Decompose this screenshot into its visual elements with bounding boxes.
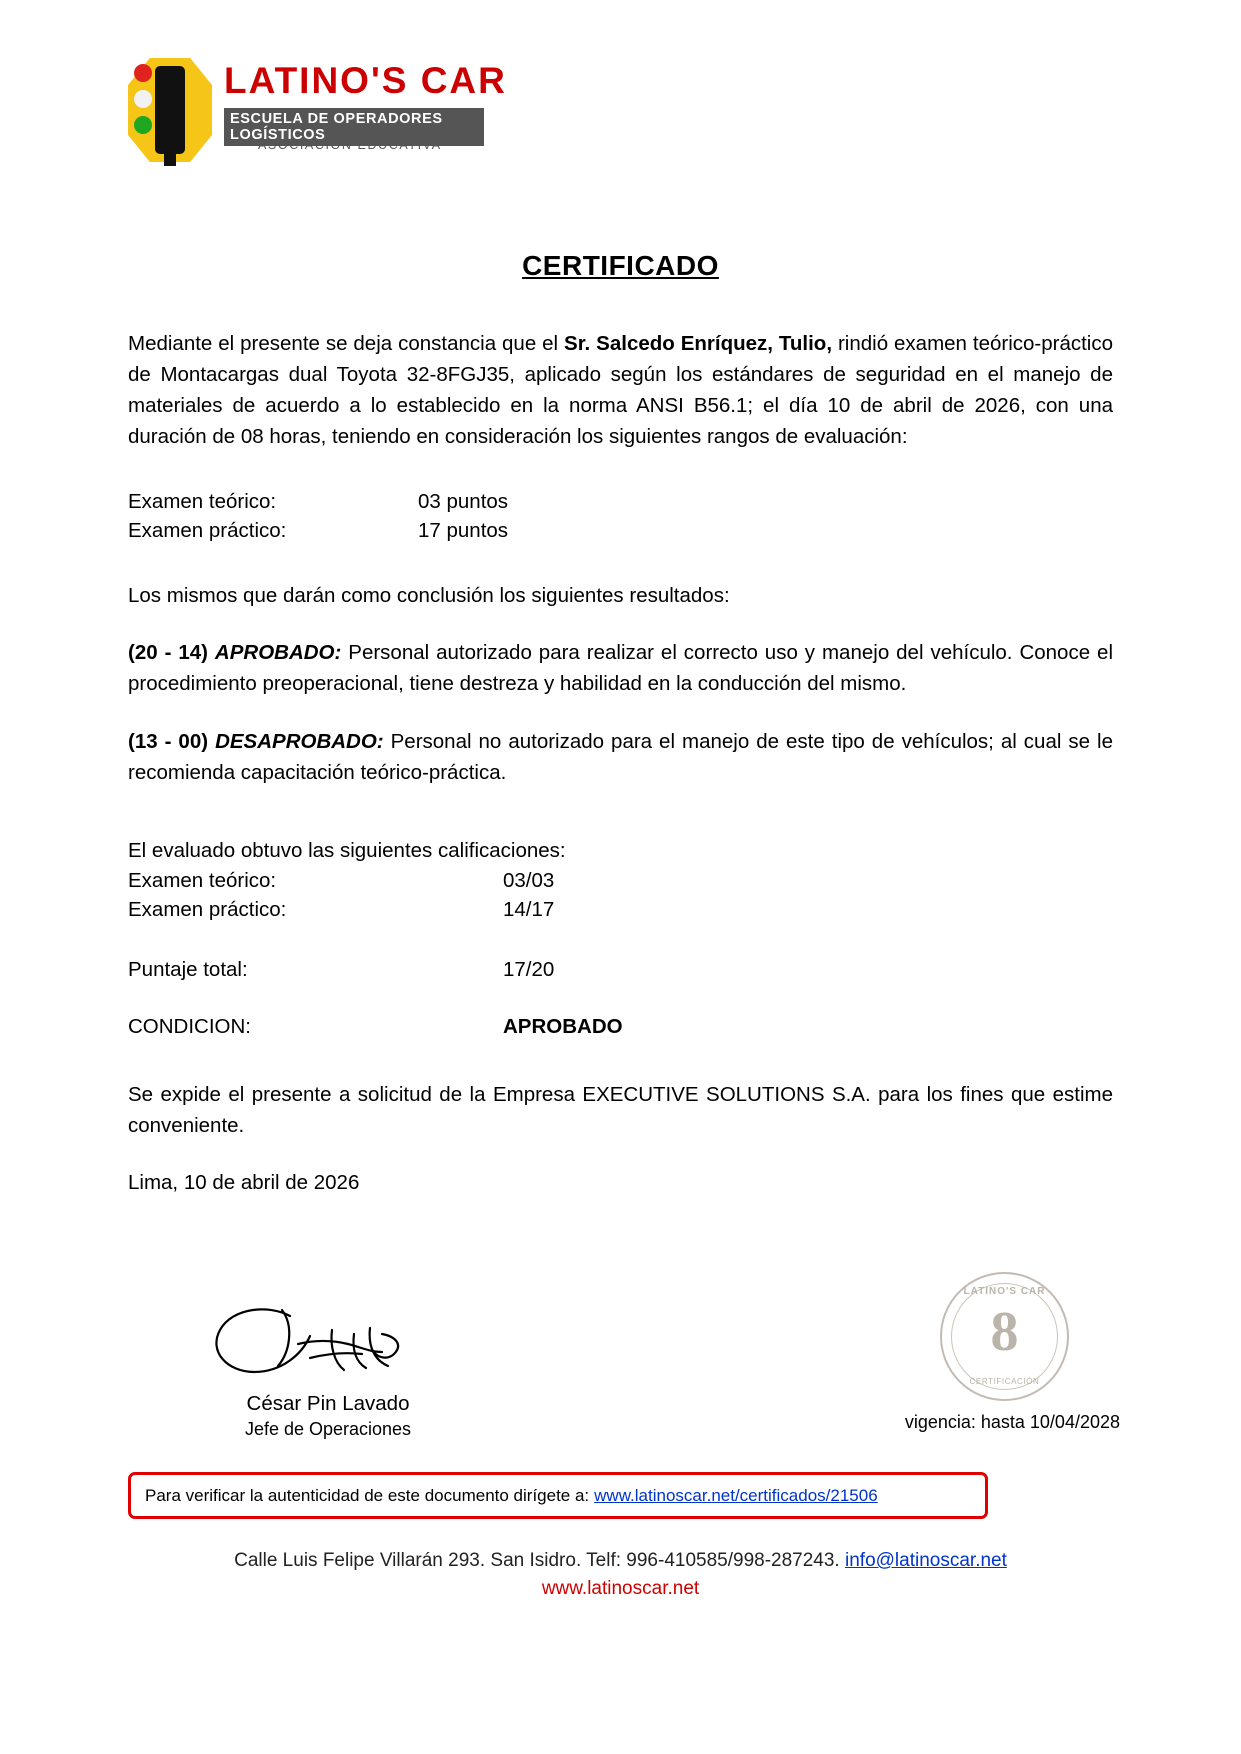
official-seal: [940, 1272, 1069, 1401]
score-ranges-list: [128, 487, 1113, 546]
footer-email-link[interactable]: info@latinoscar.net: [845, 1550, 1007, 1571]
verification-text: Para verificar la autenticidad de este documento dirígete a:: [145, 1485, 590, 1505]
score-range-value: 17 puntos: [418, 519, 509, 543]
result-row: [128, 866, 1113, 896]
failed-range-label: (13 - 00): [128, 729, 216, 753]
score-range-row: [128, 516, 1113, 546]
failed-word: DESAPROBADO:: [215, 729, 384, 753]
verification-box: [128, 1472, 988, 1519]
approved-range-paragraph: [128, 637, 1113, 699]
condition-label: CONDICION:: [128, 1014, 251, 1038]
score-range-label: Examen teórico:: [128, 489, 277, 513]
failed-description: Personal no autorizado para el manejo de este tipo de vehículos; al cual se le recomienda capacitación teórico-práctica.: [128, 729, 1114, 784]
failed-range-paragraph: [128, 726, 1113, 788]
logo-tagline: ASOCIACIÓN EDUCATIVA: [258, 138, 442, 152]
approved-range-label: (20 - 14): [128, 641, 215, 665]
footer-address: Calle Luis Felipe Villarán 293. San Isidro. Telf: 996-410585/998-287243.: [234, 1550, 840, 1571]
conclusion-lead: Los mismos que darán como conclusión los siguientes resultados:: [128, 584, 730, 608]
verification-link[interactable]: www.latinoscar.net/certificados/21506: [594, 1485, 878, 1505]
total-score-block: [128, 955, 1113, 985]
result-label: Examen práctico:: [128, 898, 287, 922]
condition-row: [128, 1015, 1113, 1039]
total-score-value: 17/20: [503, 958, 555, 981]
validity-text: vigencia: hasta 10/04/2028: [904, 1412, 1120, 1432]
place-date: Lima, 10 de abril de 2026: [128, 1171, 360, 1195]
signature-block: [128, 1300, 528, 1440]
document-body: [128, 250, 1113, 1198]
page-footer: [0, 1550, 1241, 1600]
page-title: CERTIFICADO: [522, 250, 719, 281]
score-range-row: [128, 487, 1113, 517]
score-range-value: 03 puntos: [418, 489, 509, 513]
logo-title: LATINO'S CAR: [224, 60, 507, 101]
result-row: [128, 895, 1113, 925]
logo-subtitle: ESCUELA DE OPERADORES LOGÍSTICOS: [224, 108, 484, 146]
candidate-name: Sr. Salcedo Enríquez, Tulio,: [564, 332, 833, 355]
seal-top-text: LATINO'S CAR: [963, 1286, 1046, 1297]
results-lead: El evaluado obtuvo las siguientes calificaciones:: [128, 838, 566, 862]
traffic-light-icon: [128, 56, 212, 166]
intro-text-1: Mediante el presente se deja constancia que el: [128, 332, 565, 355]
approved-word: APROBADO:: [214, 641, 342, 665]
company-logo: [128, 56, 548, 171]
score-range-label: Examen práctico:: [128, 519, 287, 543]
status-badge: APROBADO: [503, 1014, 623, 1038]
seal-bottom-text: CERTIFICACIÓN: [969, 1377, 1040, 1386]
result-label: Examen teórico:: [128, 868, 277, 892]
total-score-row: [128, 955, 1113, 985]
seal-center-text: 8: [990, 1301, 1019, 1363]
signer-role: Jefe de Operaciones: [244, 1419, 412, 1439]
results-block: [128, 836, 1113, 925]
result-value: 14/17: [503, 898, 555, 922]
total-score-label: Puntaje total:: [128, 958, 248, 981]
result-value: 03/03: [503, 868, 555, 892]
signer-name: César Pin Lavado: [246, 1392, 410, 1415]
signature-image: [198, 1300, 458, 1390]
approved-description: Personal autorizado para realizar el correcto uso y manejo del vehículo. Conoce el procedimiento preoperacional, tiene destreza y habilidad en la conducción del mismo.: [128, 641, 1113, 696]
intro-text-2: rindió examen teórico-práctico de Montacargas dual Toyota 32-8FGJ35, aplicado según los estándares de seguridad en el manejo de materiales de acuerdo a lo establecido en la norma ANSI B56.1; el día 10 de abril de 2026, con una duración de 08 horas, teniendo en consideración los siguientes rangos de evaluación:: [128, 332, 1114, 449]
intro-paragraph: [128, 328, 1113, 453]
footer-website: www.latinoscar.net: [541, 1578, 700, 1599]
issued-paragraph: Se expide el presente a solicitud de la Empresa EXECUTIVE SOLUTIONS S.A. para los fines que estime conveniente.: [128, 1082, 1113, 1137]
footer-address-line: [0, 1550, 1241, 1572]
